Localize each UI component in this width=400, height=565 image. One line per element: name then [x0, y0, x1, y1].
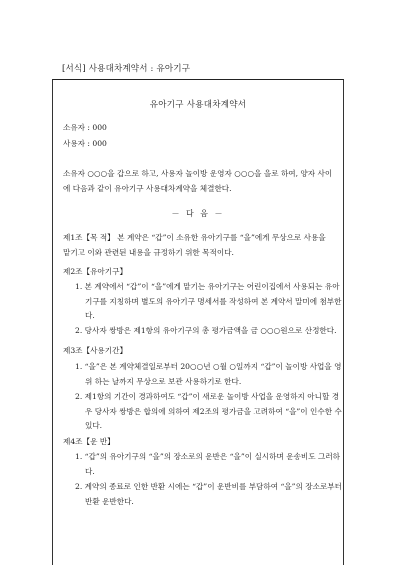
intro-paragraph: 소유자 ○○○을 갑으로 하고, 사용자 놀이방 운영자 ○○○을 을로 하여, 양자 사이에 다음과 같이 유아기구 사용대차계약을 체결한다. — [63, 169, 333, 193]
contract-document — [52, 79, 344, 565]
user-line: 사용자 : 000 — [63, 139, 107, 148]
article-1-body: 본 계약은 “갑”이 소유한 유아기구를 “을”에게 무상으로 사용을 맡기고 이와 관련된 내용을 규정하기 위한 목적이다. — [63, 233, 326, 257]
article-4-head: 제4조【운 반】 — [63, 437, 115, 446]
article-2-item-1: 1. 본 계약에서 “갑”이 “을”에게 맡기는 유아기구는 어린이집에서 사용되는 유아기구를 지칭하며 별도의 유아기구 명세서를 작성하여 본 계약서 말미에 첨부한다. — [75, 282, 342, 320]
document-title: 유아기구 사용대차계약서 — [149, 100, 247, 110]
article-4-item-1: 1. “갑”의 유아기구의 “을”의 장소로의 운반은 “을”이 실시하며 운송비도 그러하다. — [75, 452, 340, 476]
article-3-item-1: 1. “을”은 본 계약체결일로부터 20○○년 ○월 ○일까지 “갑”이 놀이방 사업을 영위 하는 날까지 무상으로 보관 사용하기로 한다. — [75, 362, 342, 386]
owner-line: 소유자 : 000 — [63, 123, 107, 132]
article-1-head: 제1조【목 적】 — [63, 233, 115, 242]
article-1 — [63, 230, 335, 260]
dahm-heading: － 다 음 － — [171, 209, 225, 218]
article-3-head: 제3조【사용기간】 — [63, 346, 128, 355]
article-4-item-2: 2. 계약의 종료로 인한 반환 시에는 “갑”이 운반비를 부담하여 “을”의 장소로부터 반환 운반한다. — [75, 482, 342, 506]
article-3-item-2: 2. 제1항의 기간이 경과하여도 “갑”이 새로운 놀이방 사업을 운영하지 아니할 경우 당사자 쌍방은 합의에 의하여 제2조의 평가금을 고려하여 “을”이 인수한 수 있다. — [75, 392, 342, 430]
article-2-head: 제2조【유아기구】 — [63, 267, 128, 276]
article-2-item-2: 2. 당사자 쌍방은 제1항의 유아기구의 총 평가금액을 금 ○○○원으로 산정한다. — [75, 326, 337, 335]
form-label: [서식] 사용대차계약서 : 유아기구 — [62, 64, 191, 74]
